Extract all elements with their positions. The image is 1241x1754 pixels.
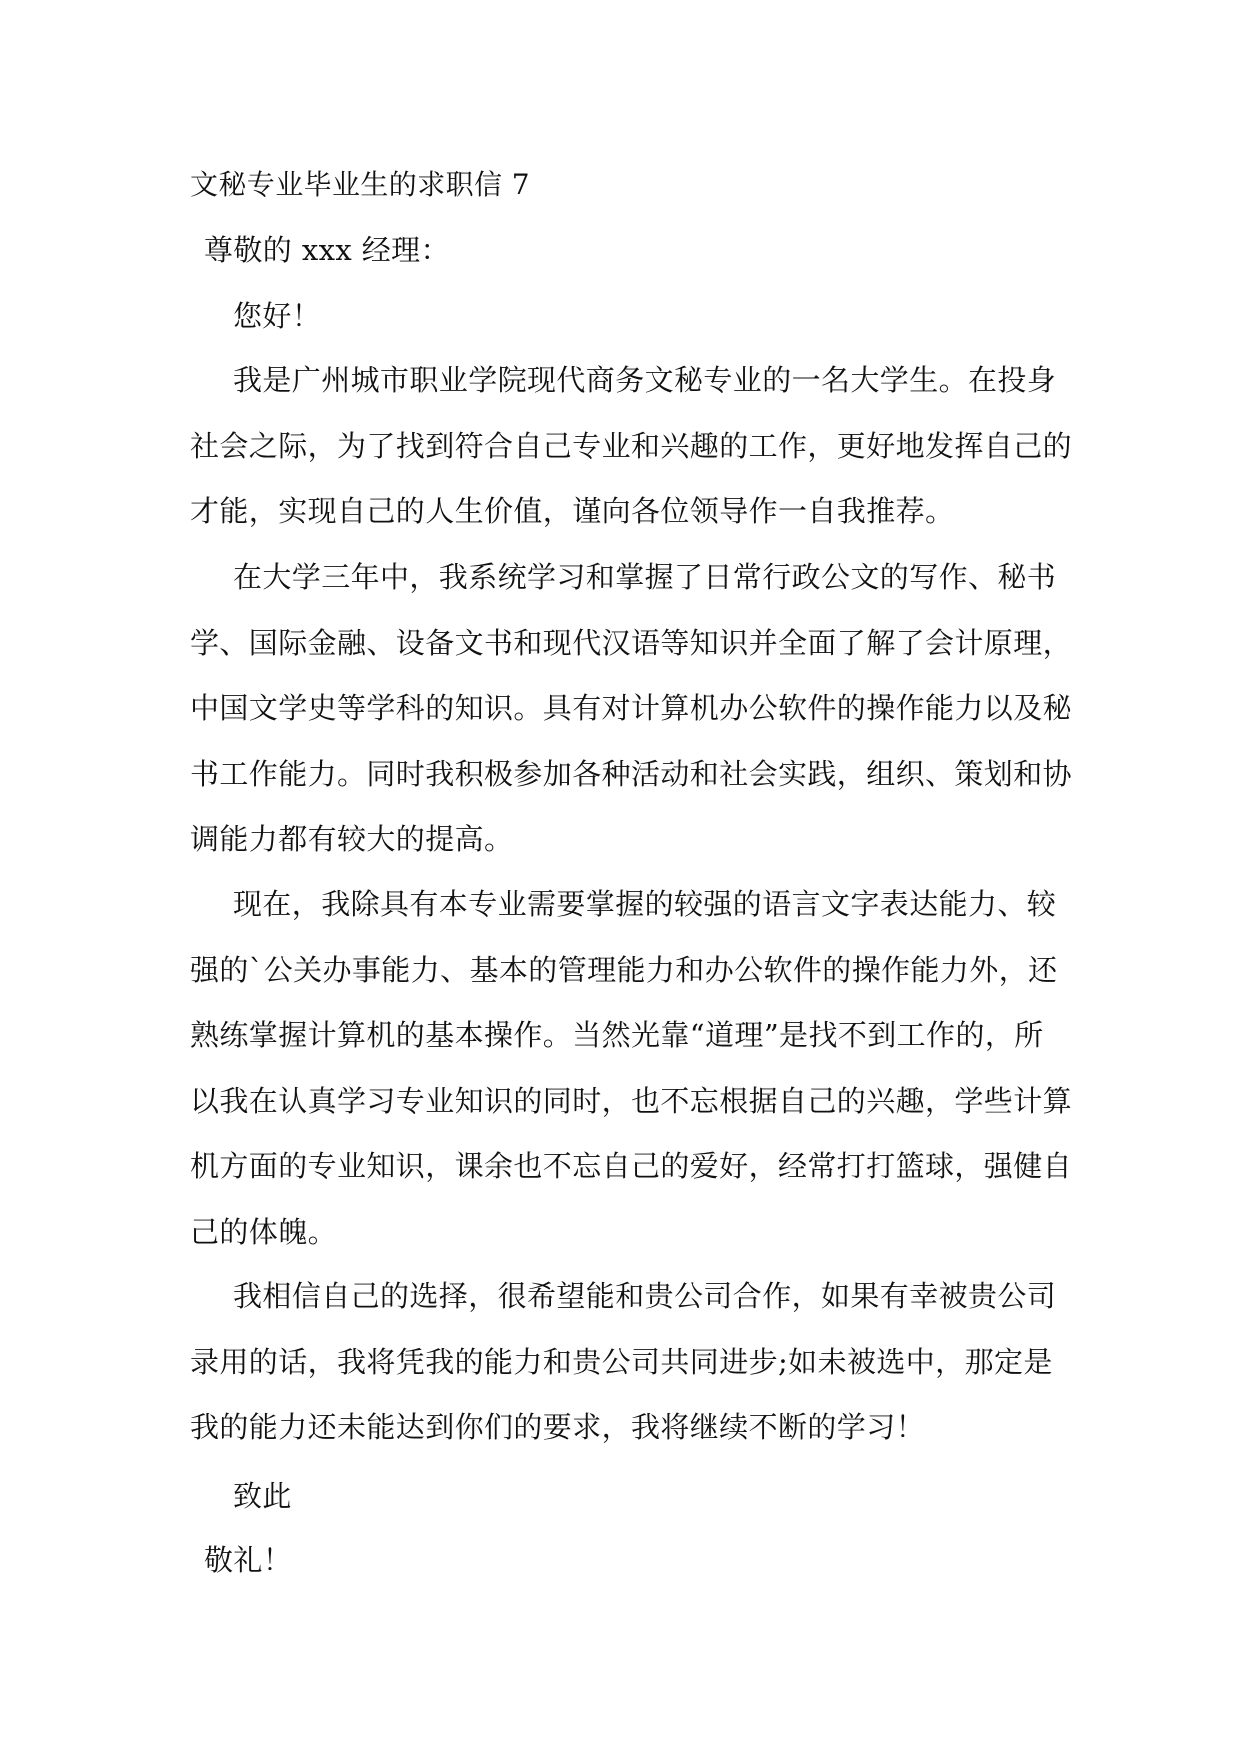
paragraph-line: 我相信自己的选择，很希望能和贵公司合作，如果有幸被贵公司	[233, 1279, 1057, 1313]
paragraph-line: 以我在认真学习专业知识的同时，也不忘根据自己的兴趣，学些计算	[190, 1083, 1073, 1118]
salutation: 尊敬的 xxx 经理：	[204, 233, 450, 267]
greeting: 您好！	[233, 299, 322, 333]
paragraph-line: 录用的话，我将凭我的能力和贵公司共同进步;如未被选中，那定是	[190, 1344, 1053, 1379]
paragraph-line: 在大学三年中，我系统学习和掌握了日常行政公文的写作、秘书	[233, 560, 1057, 594]
paragraph-conclusion	[190, 1264, 1060, 1461]
paragraph-line: 我是广州城市职业学院现代商务文秘专业的一名大学生。在投身	[233, 363, 1057, 397]
closing: 致此	[233, 1479, 292, 1513]
paragraph-line: 学、国际金融、设备文书和现代汉语等知识并全面了解了会计原理，	[190, 625, 1073, 660]
paragraph-line: 机方面的专业知识，课余也不忘自己的爱好，经常打打篮球，强健自	[190, 1149, 1073, 1183]
paragraph-line: 现在，我除具有本专业需要掌握的较强的语言文字表达能力、较	[233, 887, 1057, 921]
document-title: 文秘专业毕业生的求职信 7	[190, 168, 530, 201]
paragraph-line: 才能，实现自己的人生价值，谨向各位领导作一自我推荐。	[190, 494, 955, 528]
paragraph-line: 社会之际，为了找到符合自己专业和兴趣的工作，更好地发挥自己的	[190, 428, 1073, 463]
paragraph-line: 强的`公关办事能力、基本的管理能力和办公软件的操作能力外，还	[190, 952, 1058, 987]
paragraph-line: 调能力都有较大的提高。	[190, 822, 514, 856]
paragraph-education	[190, 545, 1073, 873]
paragraph-line: 熟练掌握计算机的基本操作。当然光靠“道理”是找不到工作的，所	[190, 1018, 1044, 1052]
paragraph-line: 己的体魄。	[190, 1214, 338, 1249]
paragraph-line: 中国文学史等学科的知识。具有对计算机办公软件的操作能力以及秘	[190, 691, 1073, 725]
regards: 敬礼！	[204, 1543, 293, 1577]
paragraph-line: 我的能力还未能达到你们的要求，我将继续不断的学习！	[190, 1410, 926, 1444]
paragraph-line: 书工作能力。同时我积极参加各种活动和社会实践，组织、策划和协	[190, 756, 1073, 791]
paragraph-introduction	[190, 348, 1073, 545]
paragraph-skills	[190, 872, 1073, 1265]
